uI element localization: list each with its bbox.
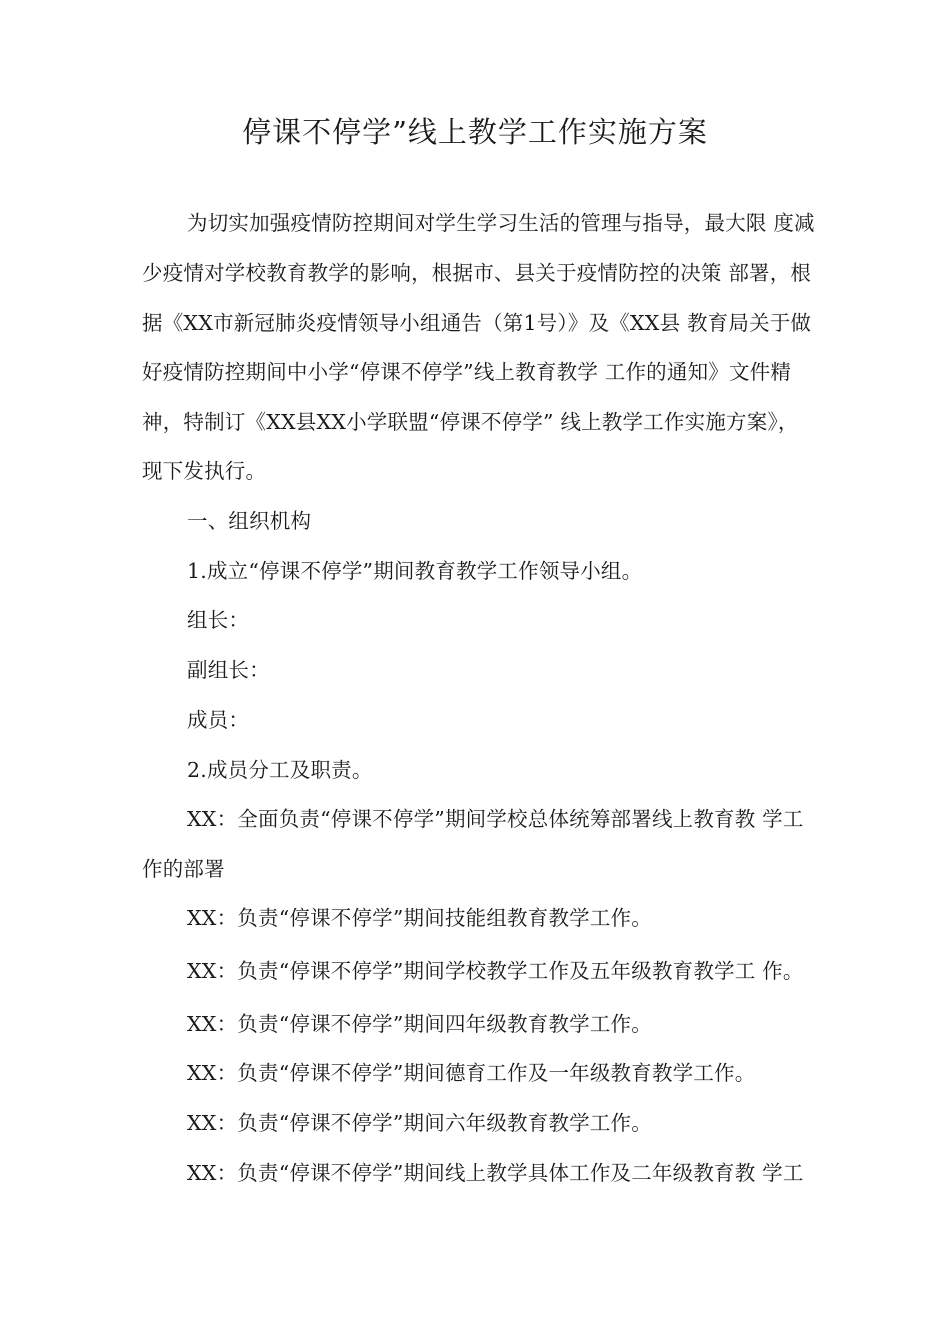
item-division-of-duties: 2.成员分工及职责。	[187, 758, 373, 782]
item-leadership-group: 1.成立“停课不停学”期间教育教学工作领导小组。	[187, 559, 643, 583]
duty-line-1: XX：全面负责“停课不停学”期间学校总体统筹部署线上教育教 学工	[187, 807, 804, 831]
intro-line-2: 少疫情对学校教育教学的影响，根据市、县关于疫情防控的决策 部署，根	[142, 261, 812, 285]
section-heading-organization: 一、组织机构	[187, 509, 312, 533]
duty-line-5: XX：负责“停课不停学”期间德育工作及一年级教育教学工作。	[187, 1061, 756, 1085]
members-label: 成员：	[187, 708, 250, 732]
duty-line-6: XX：负责“停课不停学”期间六年级教育教学工作。	[187, 1111, 652, 1135]
intro-line-6: 现下发执行。	[142, 459, 267, 483]
duty-line-3: XX：负责“停课不停学”期间学校教学工作及五年级教育教学工 作。	[187, 959, 804, 983]
deputy-leader-label: 副组长：	[187, 658, 270, 682]
intro-line-1: 为切实加强疫情防控期间对学生学习生活的管理与指导，最大限 度减	[187, 211, 815, 235]
duty-line-2: XX：负责“停课不停学”期间技能组教育教学工作。	[187, 906, 652, 930]
intro-line-5: 神，特制订《XX县XX小学联盟“停课不停学” 线上教学工作实施方案》，	[142, 410, 799, 434]
duty-line-4: XX：负责“停课不停学”期间四年级教育教学工作。	[187, 1012, 652, 1036]
duty-line-7: XX：负责“停课不停学”期间线上教学具体工作及二年级教育教 学工	[187, 1161, 804, 1185]
intro-line-3: 据《XX市新冠肺炎疫情领导小组通告（第1号）》及《XX县 教育局关于做	[142, 311, 812, 335]
intro-line-4: 好疫情防控期间中小学“停课不停学”线上教育教学 工作的通知》文件精	[142, 360, 792, 384]
leader-label: 组长：	[187, 608, 250, 632]
duty-line-1-cont: 作的部署	[142, 857, 225, 881]
document-title: 停课不停学”线上教学工作实施方案	[242, 115, 708, 149]
